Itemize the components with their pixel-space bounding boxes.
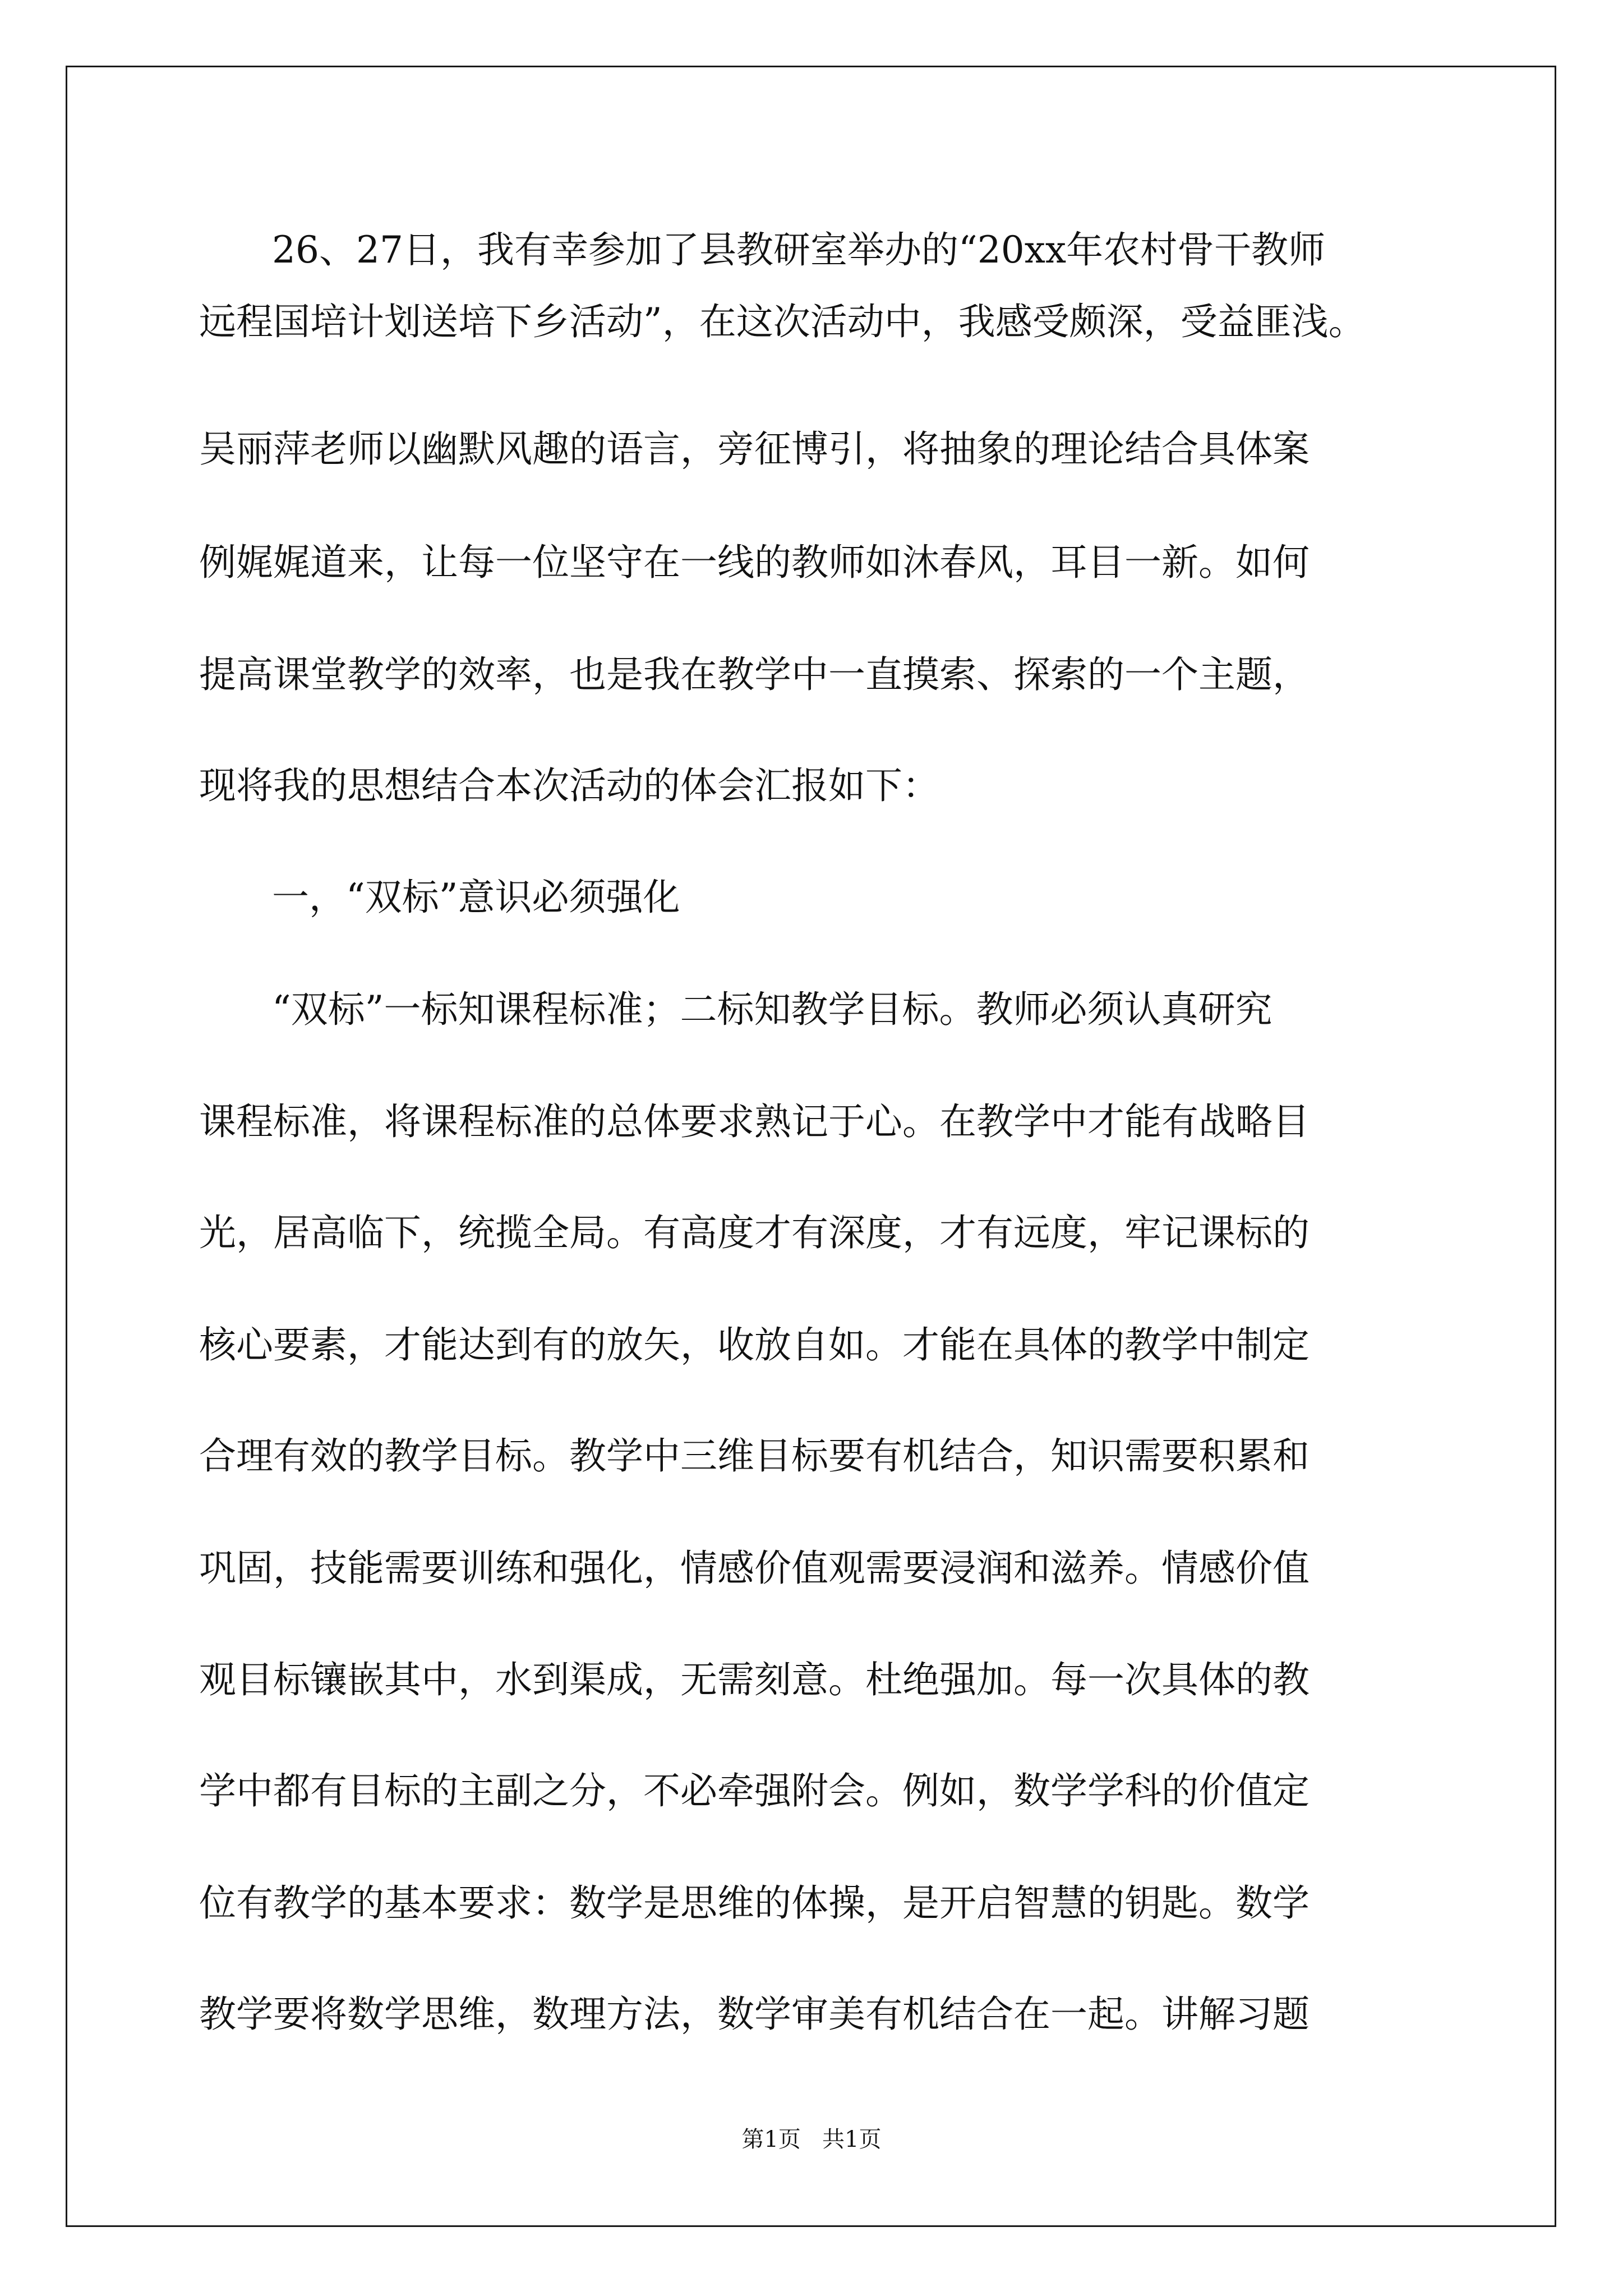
- text-line-6: 现将我的思想结合本次活动的体会汇报如下：: [199, 764, 939, 807]
- text-line-10: 光，居高临下，统揽全局。有高度才有深度，才有远度，牢记课标的: [199, 1211, 1310, 1254]
- text-line-1: 26、27日，我有幸参加了县教研室举办的“20xx年农村骨干教师: [272, 228, 1326, 272]
- text-line-15: 学中都有目标的主副之分，不必牵强附会。例如，数学学科的价值定: [199, 1769, 1310, 1812]
- text-line-8: “双标”一标知课程标准；二标知教学目标。教师必须认真研究: [272, 988, 1272, 1031]
- section-heading: 一，“双标”意识必须强化: [272, 876, 680, 919]
- text-line-13: 巩固，技能需要训练和强化，情感价值观需要浸润和滋养。情感价值: [199, 1547, 1310, 1590]
- text-line-16: 位有教学的基本要求：数学是思维的体操，是开启智慧的钥匙。数学: [199, 1881, 1310, 1925]
- text-line-5: 提高课堂教学的效率，也是我在教学中一直摸索、探索的一个主题，: [199, 653, 1310, 696]
- text-line-11: 核心要素，才能达到有的放矢，收放自如。才能在具体的教学中制定: [199, 1323, 1310, 1366]
- text-line-14: 观目标镶嵌其中，水到渠成，无需刻意。杜绝强加。每一次具体的教: [199, 1658, 1310, 1701]
- text-line-3: 吴丽萍老师以幽默风趣的语言，旁征博引，将抽象的理论结合具体案: [199, 427, 1310, 471]
- text-line-12: 合理有效的教学目标。教学中三维目标要有机结合，知识需要积累和: [199, 1434, 1310, 1478]
- page-footer: 第1页 共1页: [741, 2127, 882, 2152]
- text-line-17: 教学要将数学思维，数理方法，数学审美有机结合在一起。讲解习题: [199, 1993, 1310, 2036]
- text-line-9: 课程标准，将课程标准的总体要求熟记于心。在教学中才能有战略目: [199, 1100, 1310, 1143]
- text-line-2: 远程国培计划送培下乡活动”，在这次活动中，我感受颇深，受益匪浅。: [199, 300, 1366, 343]
- text-line-4: 例娓娓道来，让每一位坚守在一线的教师如沐春风，耳目一新。如何: [199, 541, 1310, 584]
